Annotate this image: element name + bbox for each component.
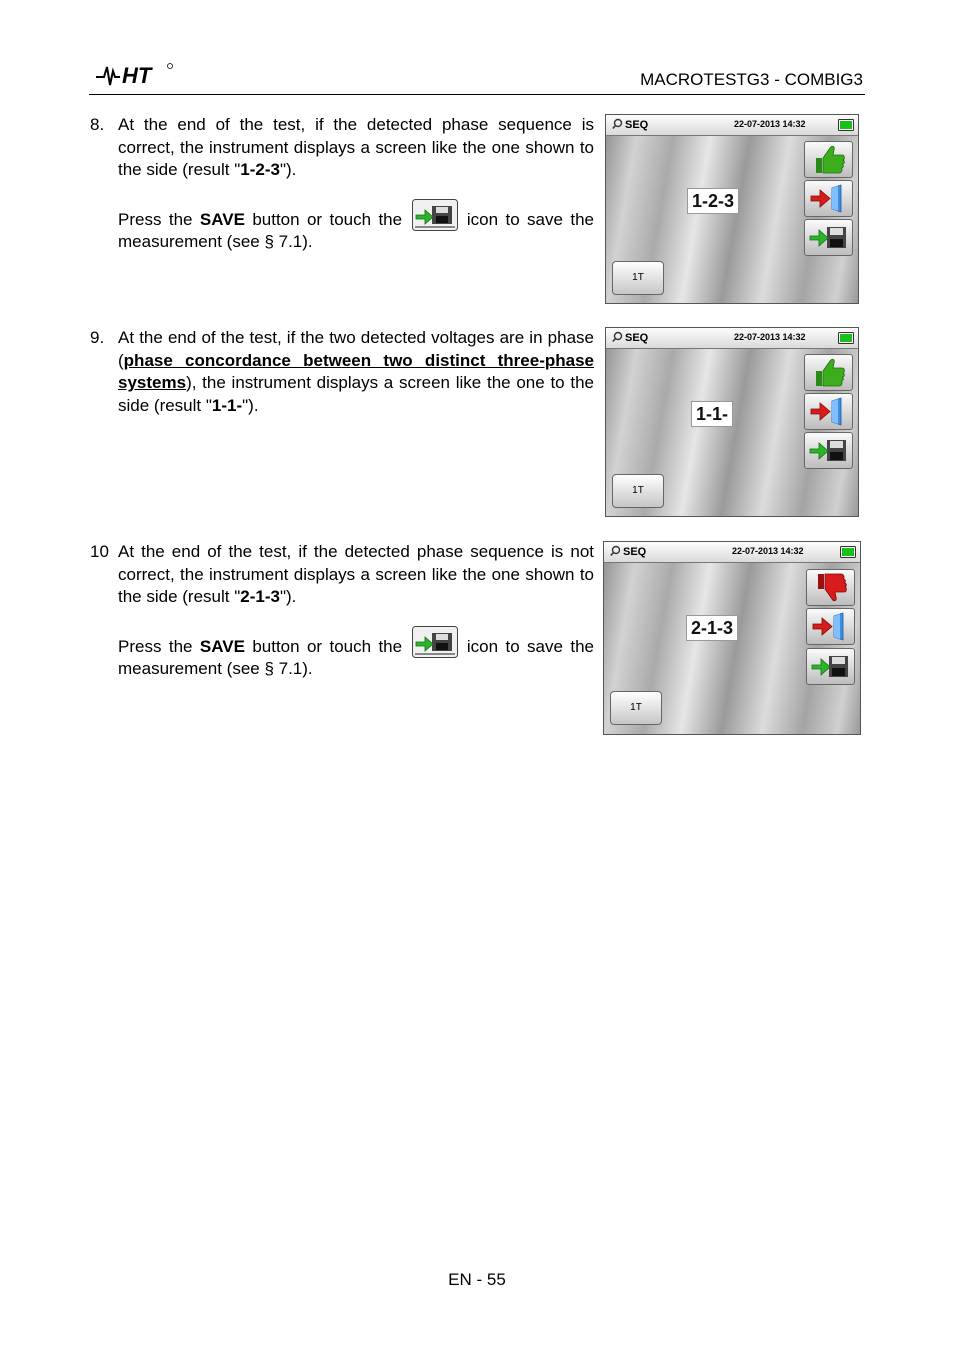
instrument-screen-1-1 <box>605 327 859 517</box>
step-10-save-instruction: Press the SAVE button or touch the icon to save the measurement (see § 7.1). <box>118 626 594 681</box>
thumbs-down-icon <box>806 569 855 606</box>
step-8-save-instruction: Press the SAVE button or touch the icon to save the measurement (see § 7.1). <box>118 199 594 254</box>
screen-datetime: 22-07-2013 14:32 <box>734 119 806 129</box>
screen-title: SEQ <box>612 331 648 344</box>
screen-status-bar <box>606 115 858 136</box>
battery-icon <box>838 332 854 344</box>
step-number: 10 <box>90 542 109 561</box>
phase-sequence-result: 2-1-3 <box>686 615 738 641</box>
page-number: EN - 55 <box>448 1270 506 1289</box>
exit-icon <box>806 608 855 645</box>
phase-sequence-result: 1-1- <box>691 401 733 427</box>
step-number: 9. <box>90 328 105 347</box>
save-icon <box>412 626 458 658</box>
document-title: MACROTESTG3 - COMBIG3 <box>640 70 863 89</box>
magnifier-icon <box>612 331 624 343</box>
instrument-screen-1-2-3 <box>605 114 859 304</box>
save-icon <box>804 432 853 469</box>
instrument-screen-2-1-3 <box>603 541 861 735</box>
step-9 <box>90 327 594 417</box>
thumbs-up-icon <box>804 354 853 391</box>
battery-icon <box>838 119 854 131</box>
svg-text:HT: HT <box>122 63 152 88</box>
step-8 <box>90 114 594 254</box>
save-icon <box>804 219 853 256</box>
thumbs-up-icon <box>804 141 853 178</box>
save-key-label: SAVE <box>199 636 245 656</box>
step-9-paragraph: At the end of the test, if the two detected voltages are in phase (phase concordance between two distinct three-phase systems), the instrument displays a screen like the one to the side (result "1-1-"). <box>118 328 594 415</box>
step-8-paragraph: At the end of the test, if the detected phase sequence is correct, the instrument displays a screen like the one shown to the side (result "1-2-3"). <box>118 115 594 180</box>
phase-sequence-result: 1-2-3 <box>687 188 739 214</box>
step-number: 8. <box>90 115 105 134</box>
1t-button: 1T <box>610 691 662 725</box>
save-icon <box>412 199 458 231</box>
screen-status-bar <box>606 328 858 349</box>
1t-button: 1T <box>612 474 664 508</box>
magnifier-icon <box>610 545 622 557</box>
header-rule <box>89 94 865 95</box>
battery-icon <box>840 546 856 558</box>
exit-icon <box>804 180 853 217</box>
ht-logo <box>94 61 174 89</box>
screen-title: SEQ <box>612 118 648 131</box>
screen-datetime: 22-07-2013 14:32 <box>732 546 804 556</box>
screen-status-bar <box>604 542 860 563</box>
step-10 <box>90 541 594 681</box>
screen-title: SEQ <box>610 545 646 558</box>
exit-icon <box>804 393 853 430</box>
magnifier-icon <box>612 118 624 130</box>
1t-button: 1T <box>612 261 664 295</box>
save-key-label: SAVE <box>199 209 245 229</box>
save-icon <box>806 648 855 685</box>
step-10-paragraph: At the end of the test, if the detected phase sequence is not correct, the instrument displays a screen like the one shown to the side (result "2-1-3"). <box>118 542 594 607</box>
screen-datetime: 22-07-2013 14:32 <box>734 332 806 342</box>
